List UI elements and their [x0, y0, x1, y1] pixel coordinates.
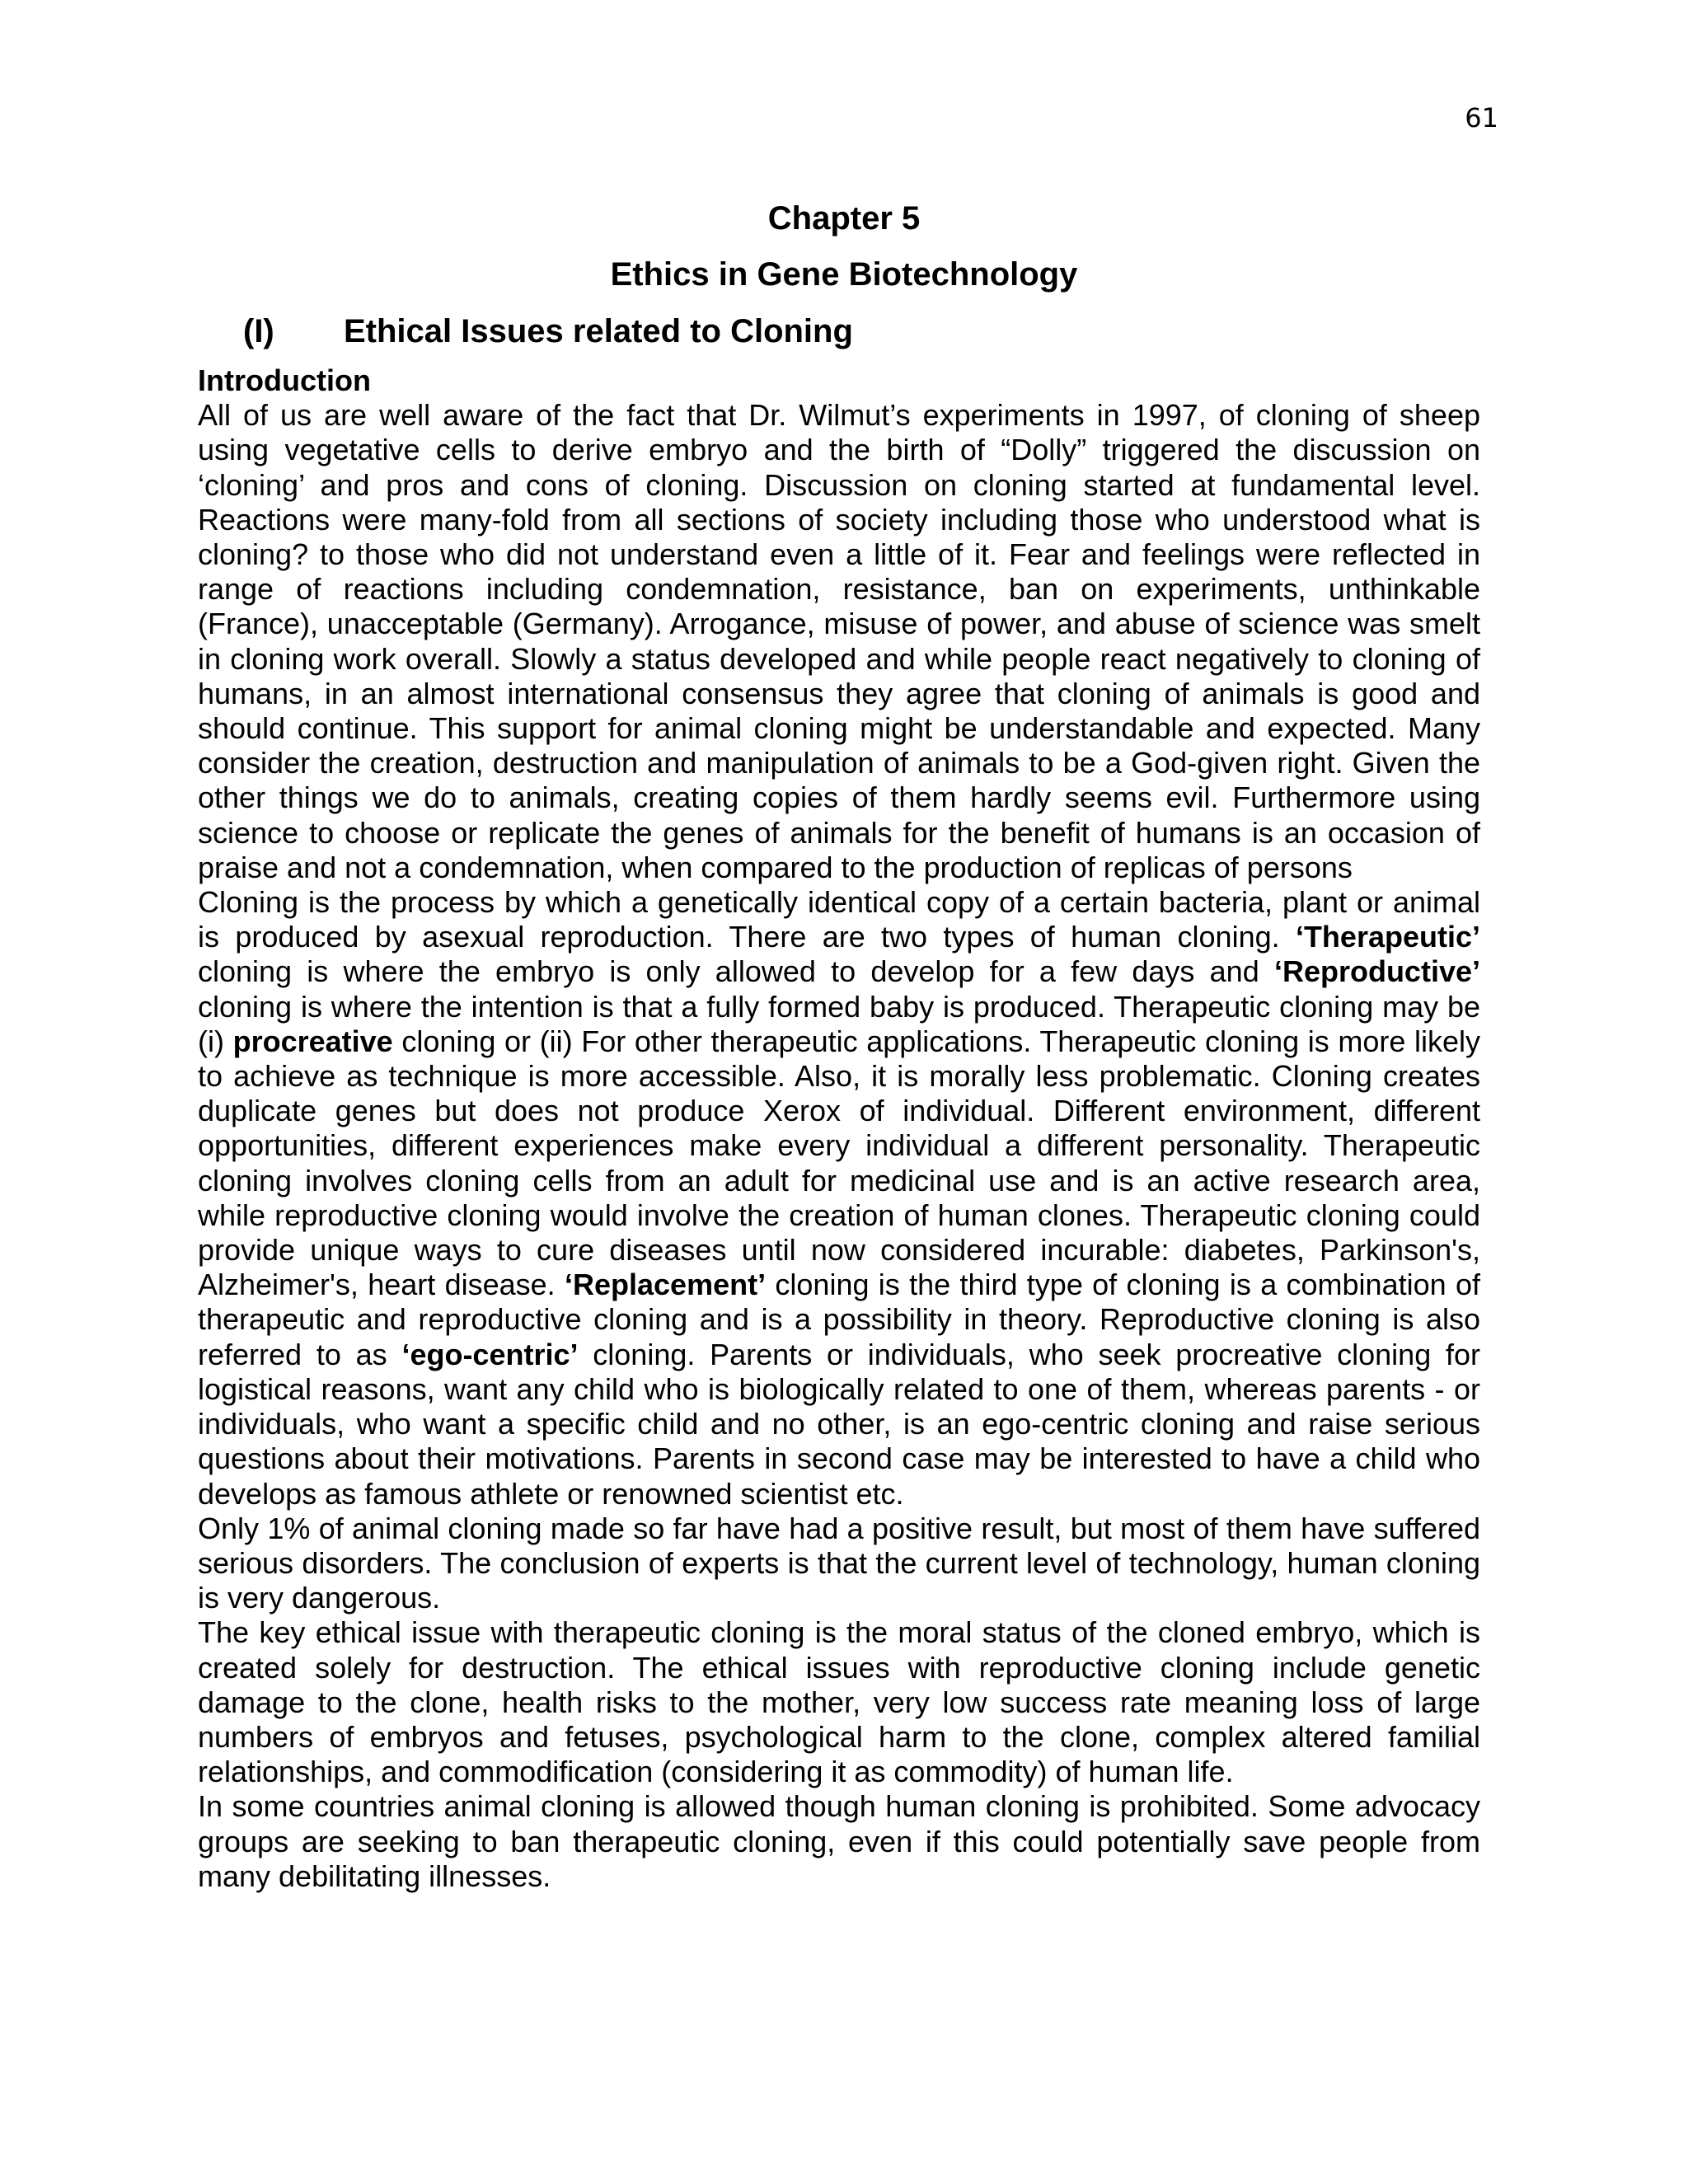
term-reproductive: ‘Reproductive’ [1273, 954, 1480, 989]
paragraph-success-rate: Only 1% of animal cloning made so far have had a positive result, but most of them have suffered serious disorders. The conclusion of experts is that the current level of technology, human cloning is very dangerous. [198, 1511, 1480, 1615]
paragraph-legal-status: In some countries animal cloning is allowed though human cloning is prohibited. Some advocacy groups are seeking to ban therapeutic cloning, even if this could potentially save people from many debilitating illnesses. [198, 1789, 1480, 1893]
paragraph-cloning-types [198, 885, 1480, 1511]
text-span: cloning or (ii) For other therapeutic applications. Therapeutic cloning is more likely to achieve as technique is more accessible. Also, it is morally less problematic. Cloning creates duplicate genes but does not produce Xerox of individual. Different environment, different opportunities, different experiences make every individual a different personality. Therapeutic cloning involves cloning cells from an adult for medicinal use and is an active research area, while reproductive cloning would involve the creation of human clones. Therapeutic cloning could provide unique ways to cure diseases until now considered incurable: diabetes, Parkinson's, Alzheimer's, heart disease. [198, 1024, 1480, 1302]
introduction-heading: Introduction [198, 363, 371, 397]
body-text [198, 363, 1480, 1894]
section-numeral: (I) [243, 313, 274, 349]
page-number: 61 [1465, 102, 1498, 134]
chapter-title: Chapter 5 [767, 200, 921, 237]
text-span: Cloning is the process by which a genetically identical copy of a certain bacteria, plant or animal is produced by asexual reproduction. There are two types of human cloning. [198, 885, 1480, 954]
paragraph-ethical-issues: The key ethical issue with therapeutic cloning is the moral status of the cloned embryo, which is created solely for destruction. The ethical issues with reproductive cloning include genetic damage to the clone, health risks to the mother, very low success rate meaning loss of large numbers of embryos and fetuses, psychological harm to the clone, complex altered familial relationships, and commodification (considering it as commodity) of human life. [198, 1615, 1480, 1789]
term-replacement: ‘Replacement’ [565, 1268, 767, 1302]
term-procreative: procreative [232, 1024, 393, 1058]
text-span: cloning is the third type of cloning is a combination of therapeutic and reproductive cloning and is a possibility in theory. Reproductive cloning is also referred to as [198, 1268, 1480, 1371]
chapter-subtitle: Ethics in Gene Biotechnology [610, 256, 1078, 293]
text-span: cloning is where the intention is that a fully formed baby is produced. Therapeutic cloning may be (i) [198, 989, 1480, 1058]
term-ego-centric: ‘ego-centric’ [401, 1337, 579, 1371]
section-heading [243, 313, 853, 350]
paragraph-dolly-history: All of us are well aware of the fact that Dr. Wilmut’s experiments in 1997, of cloning of sheep using vegetative cells to derive embryo and the birth of “Dolly” triggered the discussion on ‘cloning’ and pros and cons of cloning. Discussion on cloning started at fundamental level. Reactions were many-fold from all sections of society including those who understood what is cloning? to those who did not understand even a little of it. Fear and feelings were reflected in range of reactions including condemnation, resistance, ban on experiments, unthinkable (France), unacceptable (Germany). Arrogance, misuse of power, and abuse of science was smelt in cloning work overall. Slowly a status developed and while people react negatively to cloning of humans, in an almost international consensus they agree that cloning of animals is good and should continue. This support for animal cloning might be understandable and expected. Many consider the creation, destruction and manipulation of animals to be a God-given right. Given the other things we do to animals, creating copies of them hardly seems evil. Furthermore using science to choose or replicate the genes of animals for the benefit of humans is an occasion of praise and not a condemnation, when compared to the production of replicas of persons [198, 398, 1480, 884]
section-title: Ethical Issues related to Cloning [344, 313, 853, 349]
text-span: cloning is where the embryo is only allowed to develop for a few days and [198, 954, 1274, 989]
term-therapeutic: ‘Therapeutic’ [1295, 920, 1480, 954]
text-span: cloning. Parents or individuals, who seek procreative cloning for logistical reasons, want any child who is biologically related to one of them, whereas parents - or individuals, who want a specific child and no other, is an ego-centric cloning and raise serious questions about their motivations. Parents in second case may be interested to have a child who develops as famous athlete or renowned scientist etc. [198, 1337, 1481, 1511]
